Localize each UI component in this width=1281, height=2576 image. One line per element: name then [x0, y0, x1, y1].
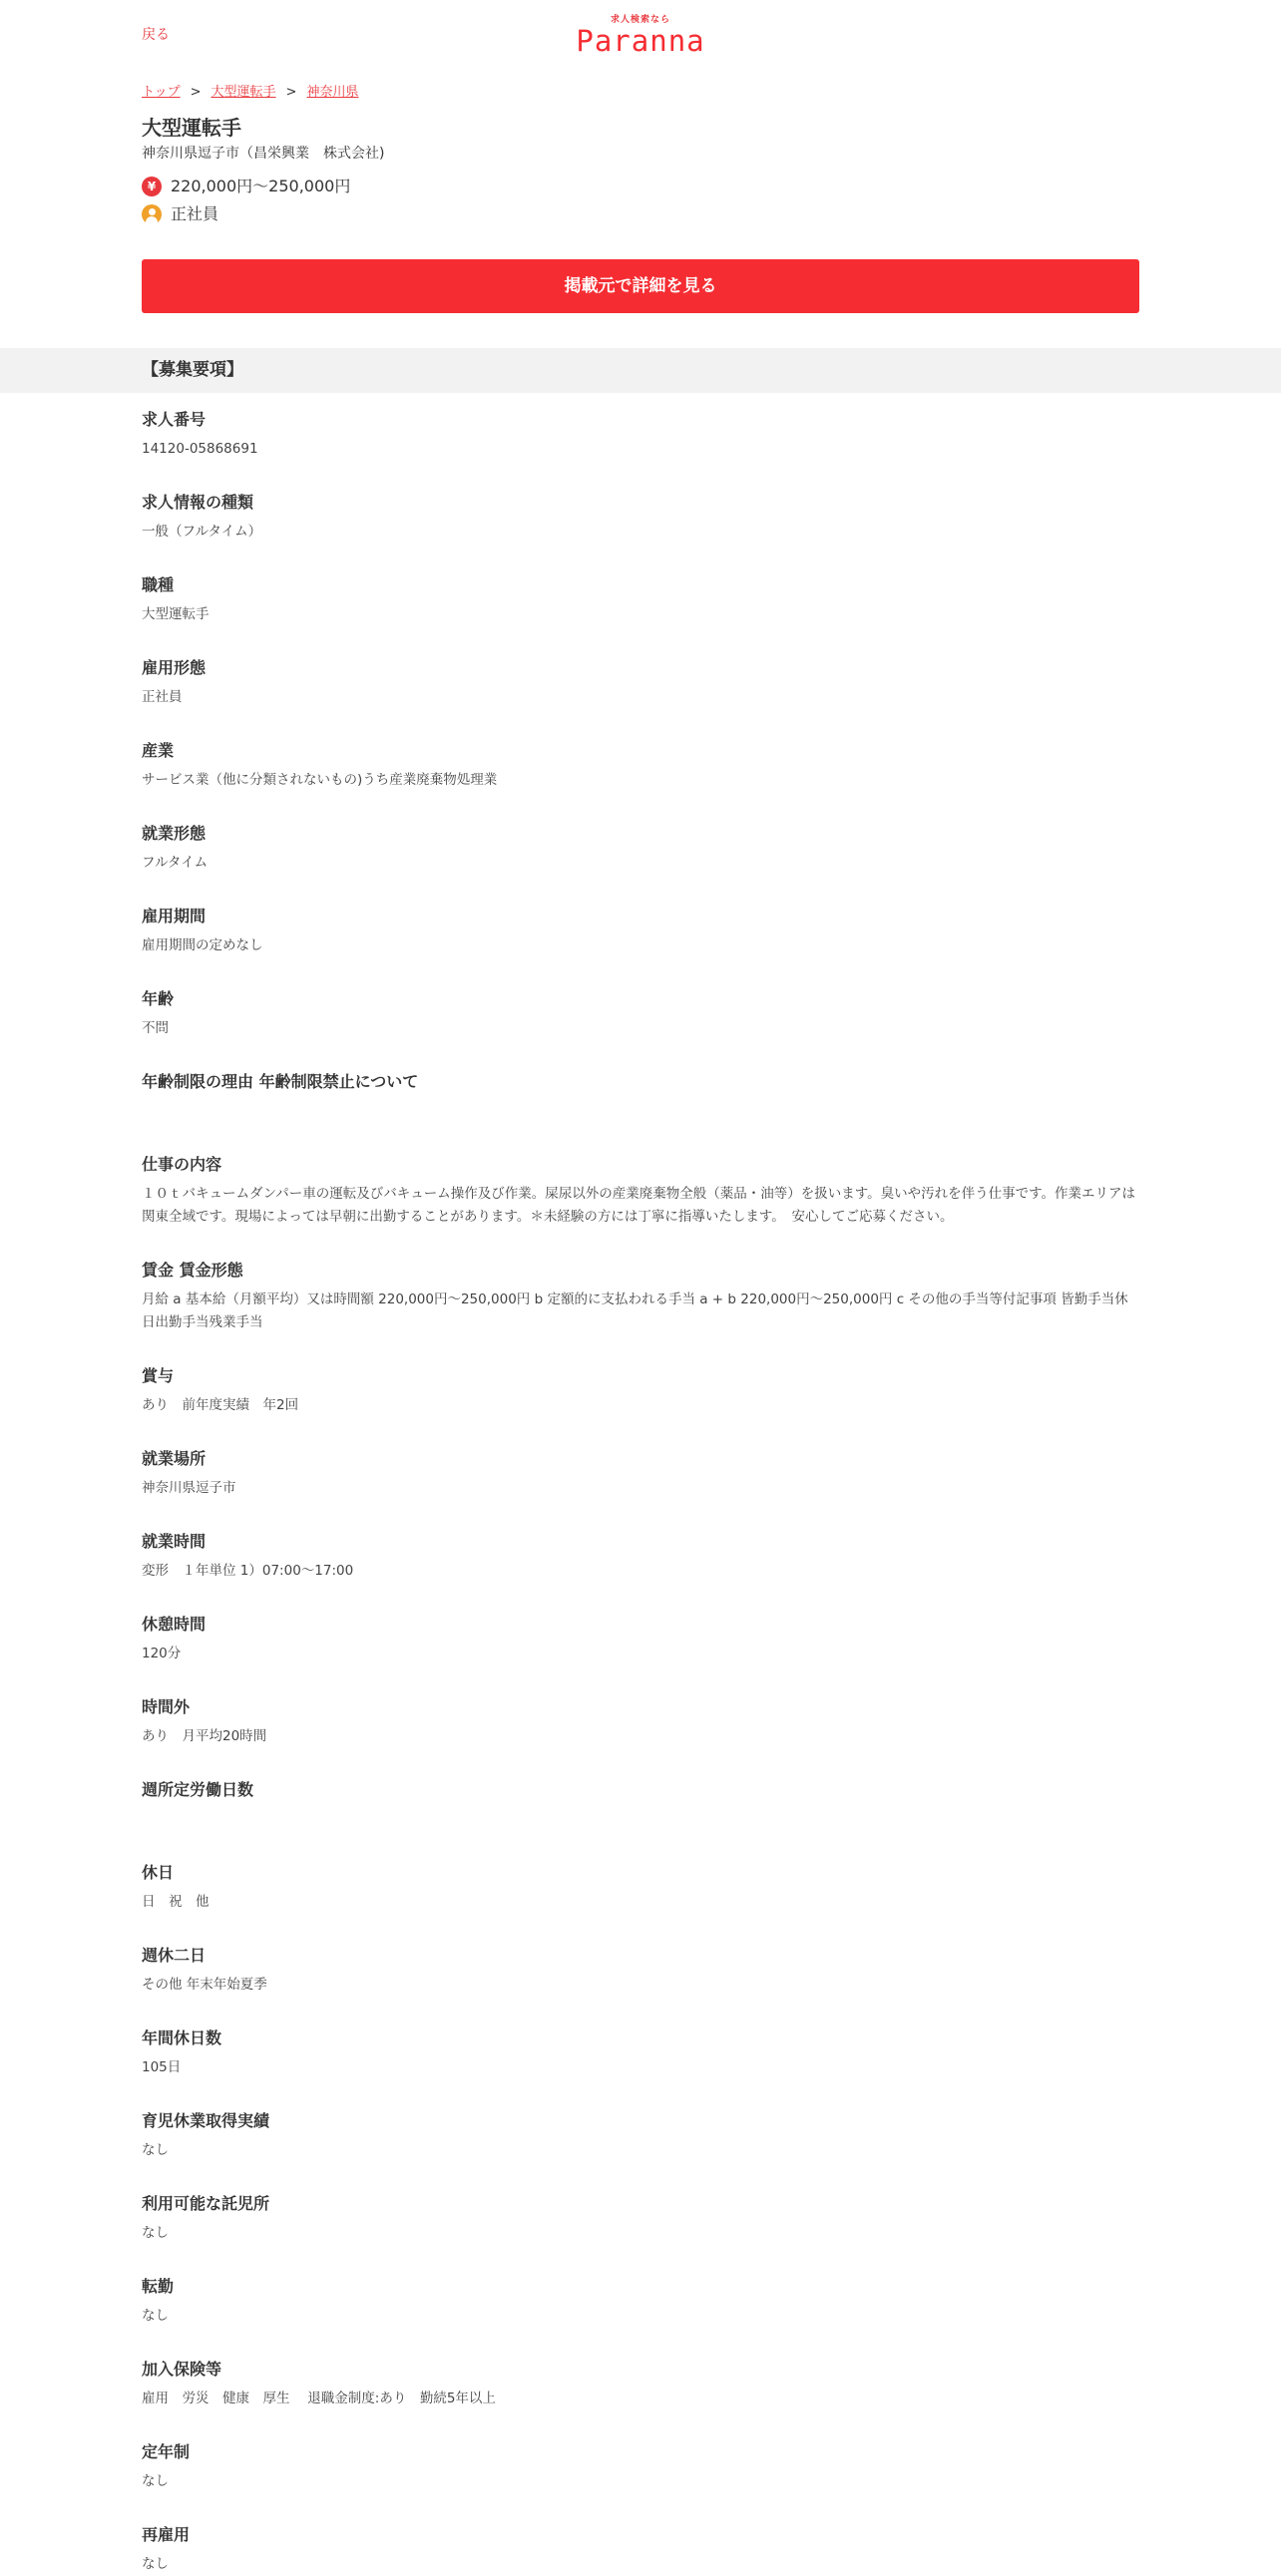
detail-field-value: なし — [142, 2142, 169, 2158]
detail-field-value: フルタイム — [142, 855, 209, 871]
detail-field-label: 加入保険等 — [142, 2360, 222, 2379]
detail-field-value — [142, 1808, 1139, 1831]
job-details-list — [142, 408, 1139, 2576]
detail-field — [142, 1447, 1139, 1500]
detail-field-value: １０ｔバキュームダンパー車の運転及びバキューム操作及び作業。屎尿以外の産業廃棄物全般（薬品・油等）を扱います。臭いや汚れを伴う仕事です。作業エリアは関東全域です。現場によっては早朝に出勤することがあります。＊未経験の方には丁寧に指導いたします。 安心してご応募ください。 — [142, 1186, 1136, 1225]
back-link[interactable]: 戻る — [142, 27, 170, 43]
breadcrumb-separator: > — [285, 85, 297, 100]
detail-field-value: サービス業（他に分類されないもの)うち産業廃棄物処理業 — [142, 772, 498, 788]
detail-field-label: 雇用期間 — [142, 907, 207, 925]
detail-field — [142, 2523, 1139, 2576]
detail-field — [142, 905, 1139, 957]
breadcrumb-link-job[interactable]: 大型運転手 — [211, 85, 276, 100]
detail-field — [142, 987, 1139, 1040]
detail-field-label: 年齢 — [142, 989, 175, 1008]
person-icon — [142, 204, 162, 224]
detail-field-label: 休日 — [142, 1863, 175, 1882]
detail-field — [142, 1070, 1139, 1123]
detail-field-label: 就業形態 — [142, 824, 207, 843]
detail-field-label: 時間外 — [142, 1697, 191, 1716]
detail-field-value — [142, 1100, 1139, 1123]
job-title: 大型運転手 — [142, 116, 241, 140]
yen-icon: ¥ — [142, 177, 162, 196]
detail-field-value: なし — [142, 2225, 169, 2241]
detail-field — [142, 1530, 1139, 1583]
detail-field-label: 賞与 — [142, 1366, 175, 1385]
logo-tagline: 求人検索なら — [610, 15, 670, 25]
detail-field — [142, 2109, 1139, 2162]
detail-field-label: 利用可能な託児所 — [142, 2194, 270, 2213]
detail-field — [142, 656, 1139, 709]
detail-field-label: 定年制 — [142, 2442, 191, 2461]
detail-field-value: なし — [142, 2308, 169, 2324]
detail-field-label: 就業場所 — [142, 1449, 207, 1468]
detail-field-value: あり 月平均20時間 — [142, 1728, 267, 1744]
detail-field-label: 再雇用 — [142, 2525, 191, 2544]
detail-field-value: 14120-05868691 — [142, 441, 258, 457]
detail-field-label: 産業 — [142, 741, 175, 760]
detail-field-label: 転勤 — [142, 2277, 175, 2296]
site-logo[interactable] — [574, 14, 707, 56]
detail-field-value: 日 祝 他 — [142, 1894, 210, 1910]
detail-field — [142, 1778, 1139, 1831]
detail-field — [142, 1613, 1139, 1665]
detail-field-value: なし — [142, 2473, 169, 2489]
detail-field-label: 週休二日 — [142, 1946, 207, 1965]
detail-field — [142, 1944, 1139, 1997]
breadcrumb-link-top[interactable]: トップ — [142, 85, 181, 100]
detail-field-value: その他 年末年始夏季 — [142, 1977, 267, 1993]
detail-field-value: 一般（フルタイム） — [142, 524, 262, 540]
job-location-company: 神奈川県逗子市（昌栄興業 株式会社) — [142, 146, 385, 162]
detail-field-label: 賃金 賃金形態 — [142, 1261, 243, 1280]
detail-field-value: 不問 — [142, 1020, 169, 1036]
detail-field — [142, 1364, 1139, 1417]
breadcrumb-separator: > — [190, 85, 202, 100]
logo-text: Paranna — [576, 24, 705, 58]
detail-field-label: 求人番号 — [142, 410, 207, 429]
detail-field — [142, 2358, 1139, 2410]
detail-field-label: 職種 — [142, 575, 175, 594]
section-header-bar — [0, 348, 1281, 393]
detail-field — [142, 1259, 1139, 1334]
detail-field-label: 仕事の内容 — [142, 1155, 222, 1174]
detail-field — [142, 739, 1139, 792]
detail-field — [142, 408, 1139, 461]
detail-field-value: なし — [142, 2556, 169, 2572]
detail-field — [142, 573, 1139, 626]
salary-row — [142, 176, 1139, 197]
employment-type-text: 正社員 — [171, 204, 219, 223]
view-details-button[interactable]: 掲載元で詳細を見る — [142, 259, 1139, 313]
detail-field-label: 年齢制限の理由 年齢制限禁止について — [142, 1072, 419, 1091]
detail-field-value: 変形 １年単位 1）07:00～17:00 — [142, 1563, 354, 1579]
detail-field-label: 育児休業取得実績 — [142, 2111, 270, 2130]
detail-field — [142, 2275, 1139, 2328]
detail-field-label: 雇用形態 — [142, 658, 207, 677]
detail-field-value: 神奈川県逗子市 — [142, 1480, 236, 1496]
detail-field-value: あり 前年度実績 年2回 — [142, 1397, 299, 1413]
detail-field-label: 就業時間 — [142, 1532, 207, 1551]
employment-type-row — [142, 203, 1139, 225]
detail-field — [142, 1861, 1139, 1914]
detail-field — [142, 2192, 1139, 2245]
detail-field — [142, 491, 1139, 544]
section-title: 【募集要項】 — [142, 360, 243, 380]
detail-field-label: 求人情報の種類 — [142, 493, 254, 512]
detail-field-value: 大型運転手 — [142, 606, 210, 622]
detail-field — [142, 2440, 1139, 2493]
detail-field — [142, 1153, 1139, 1229]
breadcrumb-link-prefecture[interactable]: 神奈川県 — [306, 85, 359, 100]
detail-field-value: 雇用期間の定めなし — [142, 937, 263, 953]
detail-field-value: 雇用 労災 健康 厚生 退職金制度:あり 勤続5年以上 — [142, 2391, 496, 2406]
detail-field — [142, 822, 1139, 875]
detail-field-value: 正社員 — [142, 689, 183, 705]
detail-field-value: 105日 — [142, 2059, 182, 2075]
detail-field — [142, 2026, 1139, 2079]
detail-field — [142, 1695, 1139, 1748]
detail-field-value: 120分 — [142, 1646, 182, 1661]
salary-text: 220,000円～250,000円 — [171, 177, 351, 195]
detail-field-label: 週所定労働日数 — [142, 1780, 254, 1799]
detail-field-label: 休憩時間 — [142, 1615, 207, 1634]
detail-field-value: 月給 a 基本給（月額平均）又は時間額 220,000円～250,000円 b 定額的に支払われる手当 a + b 220,000円～250,000円 c その他の手当等付記事項 皆勤手当休日出勤手当残業手当 — [142, 1291, 1128, 1330]
site-header — [142, 0, 1139, 60]
breadcrumb — [142, 84, 1139, 102]
detail-field-label: 年間休日数 — [142, 2028, 222, 2047]
